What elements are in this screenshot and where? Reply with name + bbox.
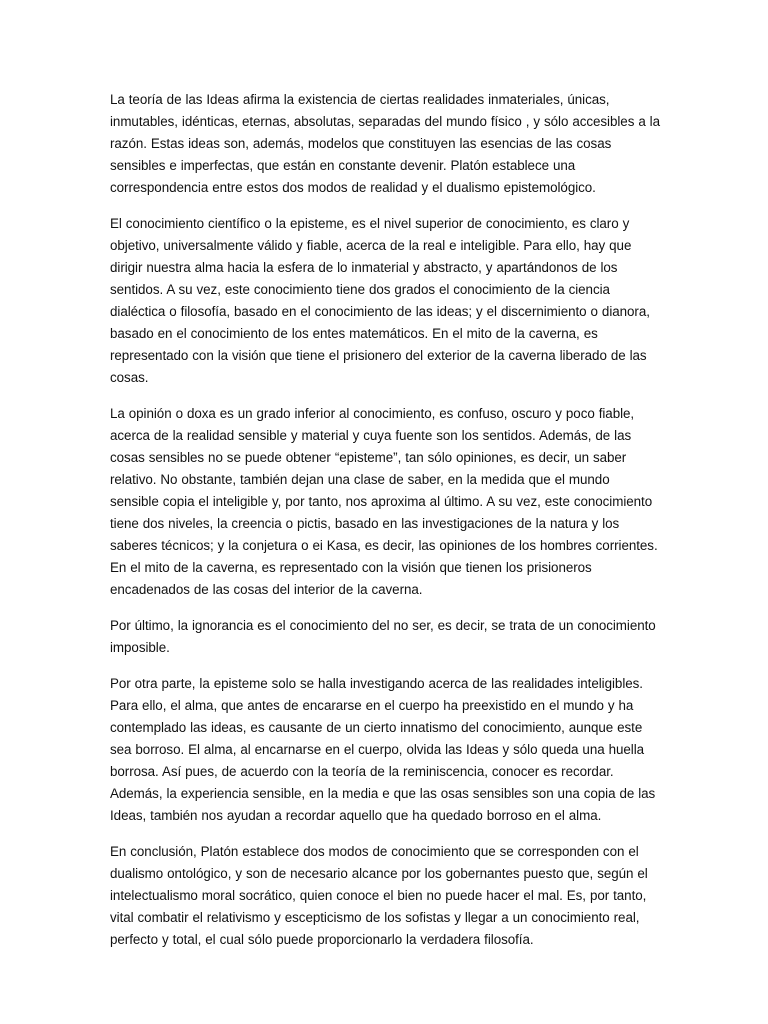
- paragraph-conclusion: En conclusión, Platón establece dos modos de conocimiento que se corresponden con el dualismo ontológico, y son de necesario alcance por los gobernantes puesto que, según el intelectualismo moral socrático, quien conoce el bien no puede hacer el mal. Es, por tanto, vital combatir el relativismo y escepticismo de los sofistas y llegar a un conocimiento real, perfecto y total, el cual sólo puede proporcionarlo la verdadera filosofía.: [110, 844, 648, 947]
- paragraph-theory-of-ideas: La teoría de las Ideas afirma la existencia de ciertas realidades inmateriales, únicas, inmutables, idénticas, eternas, absolutas, separadas del mundo físico , y sólo accesibles a la razón. Estas ideas son, además, modelos que constituyen las esencias de las cosas sensibles e imperfectas, que están en constante devenir. Platón establece una correspondencia entre estos dos modos de realidad y el dualismo epistemológico.: [110, 92, 661, 195]
- paragraph-reminiscence: Por otra parte, la episteme solo se halla investigando acerca de las realidades inteligibles. Para ello, el alma, que antes de encararse en el cuerpo ha preexistido en el mundo y ha contemplado las ideas, es causante de un cierto innatismo del conocimiento, aunque este sea borroso. El alma, al encarnarse en el cuerpo, olvida las Ideas y sólo queda una huella borrosa. Así pues, de acuerdo con la teoría de la reminiscencia, conocer es recordar. Además, la experiencia sensible, en la media e que las osas sensibles son una copia de las Ideas, también nos ayudan a recordar aquello que ha quedado borroso en el alma.: [110, 676, 656, 823]
- paragraph-episteme: El conocimiento científico o la episteme, es el nivel superior de conocimiento, es claro y objetivo, universalmente válido y fiable, acerca de la real e inteligible. Para ello, hay que dirigir nuestra alma hacia la esfera de lo inmaterial y abstracto, y apartándonos de los sentidos. A su vez, este conocimiento tiene dos grados el conocimiento de la ciencia dialéctica o filosofía, basado en el conocimiento de las ideas; y el discernimiento o dianora, basado en el conocimiento de los entes matemáticos. En el mito de la caverna, es representado con la visión que tiene el prisionero del exterior de la caverna liberado de las cosas.: [110, 216, 650, 385]
- paragraph-ignorance: Por último, la ignorancia es el conocimiento del no ser, es decir, se trata de un conocimiento imposible.: [110, 618, 656, 655]
- paragraph-doxa: La opinión o doxa es un grado inferior al conocimiento, es confuso, oscuro y poco fiable, acerca de la realidad sensible y material y cuya fuente son los sentidos. Además, de las cosas sensibles no se puede obtener “episteme”, tan sólo opiniones, es decir, un saber relativo. No obstante, también dejan una clase de saber, en la medida que el mundo sensible copia el inteligible y, por tanto, nos aproxima al último. A su vez, este conocimiento tiene dos niveles, la creencia o pictis, basado en las investigaciones de la natura y los saberes técnicos; y la conjetura o ei Kasa, es decir, las opiniones de los hombres corrientes. En el mito de la caverna, es representado con la visión que tienen los prisioneros encadenados de las cosas del interior de la caverna.: [110, 406, 658, 597]
- document-page: [110, 89, 662, 965]
